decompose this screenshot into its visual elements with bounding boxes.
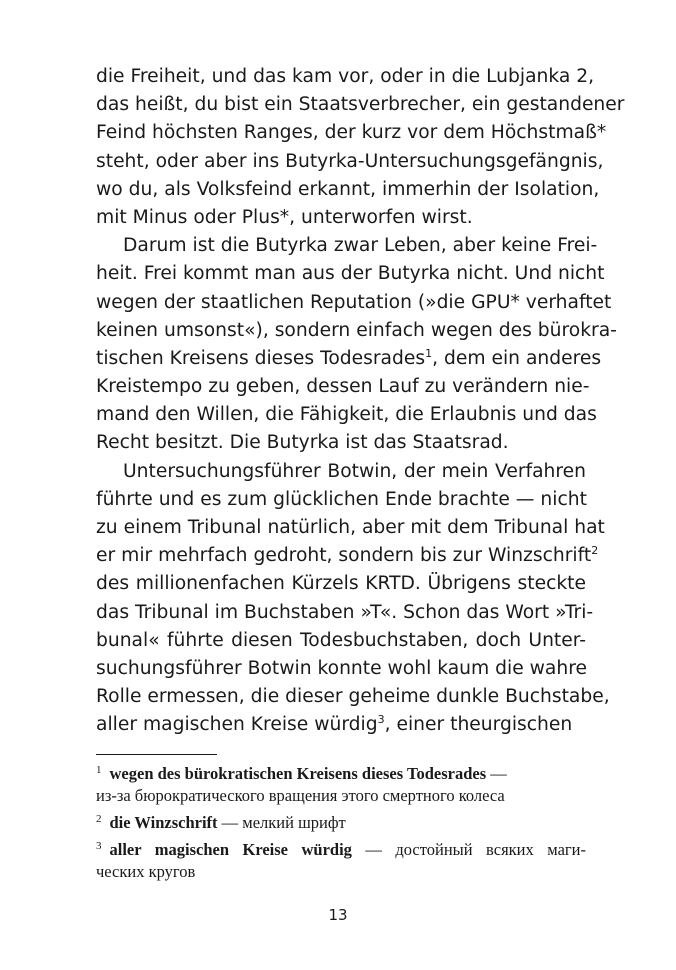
text-line: des millionenfachen Kürzels KRTD. Übrigens steckte	[96, 573, 586, 595]
text-line: aller magischen Kreise würdig$^3$, einer theurgischen	[96, 713, 573, 736]
footnote-ref[interactable]: 2	[591, 543, 599, 557]
footnote-number: 3	[96, 839, 102, 852]
text-line: tischen Kreisens dieses Todesrades$^1$, dem ein anderes	[96, 346, 602, 369]
text-line: Feind höchsten Ranges, der kurz vor dem Höchstmaß*	[96, 122, 607, 144]
text-line: Recht besitzt. Die Butyrka ist das Staatsrad.	[96, 432, 509, 454]
paragraph	[96, 458, 610, 740]
footnote-translation: из-за бюрократического вращения этого смертного колеса	[96, 786, 505, 805]
footnote-dash: —	[351, 840, 382, 859]
footnote-number: 2	[96, 812, 102, 825]
footnote	[96, 812, 586, 834]
footnote-translation: мелкий шрифт	[238, 813, 346, 832]
text-line: wo du, als Volksfeind erkannt, immerhin der Isolation,	[96, 178, 600, 200]
footnote-dash: —	[486, 764, 507, 783]
text-line: die Freiheit, und das kam vor, oder in die Lubjanka 2,	[96, 66, 595, 87]
text-line: suchungsführer Botwin konnte wohl kaum die wahre	[96, 657, 587, 679]
paragraph	[96, 63, 625, 232]
text-line: keinen umsonst«), sondern einfach wegen des bürokra-	[96, 319, 617, 341]
footnote-ref[interactable]: 1	[425, 346, 433, 360]
footnote	[96, 763, 586, 807]
text-line: Darum ist die Butyrka zwar Leben, aber keine Frei-	[123, 235, 598, 257]
text-line: steht, oder aber ins Butyrka-Untersuchungsgefängnis,	[96, 150, 604, 172]
footnote-translation: достойный всяких маги-	[381, 840, 586, 859]
footnote-term: aller magischen Kreise würdig	[109, 840, 352, 859]
text-line: führte und es zum glücklichen Ende brachte — nicht	[96, 488, 587, 510]
footnote-term: die Winzschrift	[109, 813, 218, 832]
footnote-separator	[96, 754, 217, 755]
footnote	[96, 839, 586, 883]
text-line: wegen der staatlichen Reputation (»die GPU* verhaftet	[96, 291, 612, 313]
footnote-translation: ческих кругов	[96, 862, 196, 881]
footnotes	[96, 763, 586, 888]
main-text	[96, 63, 625, 740]
text-line: mit Minus oder Plus*, unterworfen wirst.	[96, 206, 473, 228]
footnote-term: wegen des bürokratischen Kreisens dieses Todesrades	[109, 764, 487, 783]
text-line: Untersuchungsführer Botwin, der mein Verfahren	[123, 460, 586, 482]
page-number: 13	[328, 906, 348, 924]
text-line: zu einem Tribunal natürlich, aber mit dem Tribunal hat	[96, 517, 605, 538]
footnote-dash: —	[217, 813, 239, 832]
text-line: Rolle ermessen, die dieser geheime dunkle Buchstabe,	[96, 686, 610, 708]
text-line: das Tribunal im Buchstaben »T«. Schon das Wort »Tri-	[96, 601, 594, 623]
text-line: bunal« führte diesen Todesbuchstaben, doch Unter-	[96, 629, 586, 651]
text-line: heit. Frei kommt man aus der Butyrka nicht. Und nicht	[96, 263, 605, 285]
text-line: er mir mehrfach gedroht, sondern bis zur Winzschrift$^2$	[96, 543, 599, 567]
text-line: das heißt, du bist ein Staatsverbrecher, ein gestandener	[96, 94, 625, 116]
footnote-ref[interactable]: 3	[377, 713, 385, 727]
footnote-number: 1	[96, 763, 102, 776]
text-line: Kreistempo zu geben, dessen Lauf zu verändern nie-	[96, 376, 590, 398]
paragraph	[96, 232, 617, 458]
text-line: mand den Willen, die Fähigkeit, die Erlaubnis und das	[96, 404, 597, 426]
